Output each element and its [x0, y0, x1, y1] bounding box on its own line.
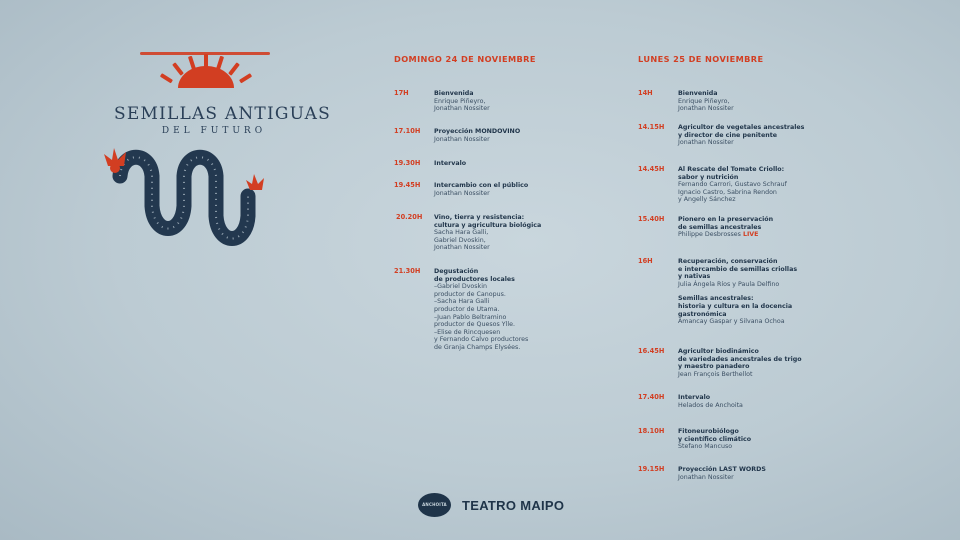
entry-speaker — [434, 105, 490, 113]
logo-title: SEMILLAS ANTIGUAS — [114, 104, 331, 124]
entry-time: 19.45H — [394, 181, 421, 189]
entry-title: Agricultor de vegetales ancestrales — [678, 124, 805, 131]
entry-time: 21.30H — [394, 267, 421, 275]
entry-speaker-text: Enrique Piñeyro, — [434, 97, 486, 105]
entry-block — [678, 348, 802, 378]
entry-title: Intervalo — [678, 394, 711, 401]
entry-speaker — [678, 231, 773, 239]
entry-block — [434, 90, 490, 113]
entry-speaker — [678, 281, 797, 289]
entry-speaker — [678, 443, 751, 451]
entry-speaker — [678, 402, 743, 410]
entry-speaker — [678, 318, 797, 326]
entry-speaker-text: –Elise de Rincquesen — [434, 328, 501, 336]
entry-speaker — [434, 136, 520, 144]
entry-block — [678, 394, 743, 409]
entry-speaker-text: Jean François Berthellot — [678, 370, 753, 378]
event-logo — [100, 48, 331, 258]
entry-time: 17.40H — [638, 393, 665, 401]
entry-title: Recuperación, conservación — [678, 258, 778, 265]
entry-speaker — [434, 244, 541, 252]
entry-title: de semillas ancestrales — [678, 223, 762, 231]
entry-speaker — [434, 190, 528, 198]
entry-title: y científico climático — [678, 435, 752, 443]
entry-speaker-text: productor de Quesos Ylle. — [434, 321, 515, 329]
entry-time: 14.45H — [638, 165, 665, 173]
entry-speaker — [678, 139, 804, 147]
entry-speaker — [678, 371, 802, 379]
entry-speaker — [678, 196, 787, 204]
entry-speaker-text: Jonathan Nossiter — [678, 105, 734, 113]
entry-speaker — [434, 344, 528, 352]
entry-block — [678, 124, 804, 147]
entry-time: 16H — [638, 257, 653, 265]
entry-speaker — [434, 98, 490, 106]
entry-time: 14H — [638, 89, 653, 97]
entry-speaker-text: Jonathan Nossiter — [434, 189, 490, 197]
entry-speaker — [434, 306, 528, 314]
entry-speaker-text: Sacha Hara Galli, — [434, 229, 489, 237]
entry-speaker-text: Stefano Mancuso — [678, 443, 733, 451]
entry-speaker-text: Helados de Anchoita — [678, 401, 743, 409]
sun-icon — [100, 48, 310, 108]
entry-speaker-text: de Granja Champs Elysées. — [434, 343, 521, 351]
entry-speaker-text: –Juan Pablo Beltramino — [434, 313, 507, 321]
entry-title: Pionero en la preservación — [678, 216, 774, 223]
entry-title: Vino, tierra y resistencia: — [434, 214, 525, 221]
entry-title: Semillas ancestrales: — [678, 295, 754, 303]
entry-speaker — [434, 336, 528, 344]
entry-speaker-text: Jonathan Nossiter — [678, 473, 734, 481]
entry-title: y maestro panadero — [678, 363, 750, 371]
entry-speaker — [434, 283, 528, 291]
entry-title: Agricultor biodinámico — [678, 348, 759, 355]
entry-block — [434, 182, 528, 197]
entry-speaker-text: y Fernando Calvo productores — [434, 336, 529, 344]
schedule-day-monday — [638, 54, 818, 481]
entry-title: Proyección LAST WORDS — [678, 466, 766, 473]
entry-time: 17H — [394, 89, 409, 97]
entry-time: 17.10H — [394, 127, 421, 135]
entry-speaker-text: Amancay Gaspar y Silvana Ochoa — [678, 318, 785, 326]
day-heading: DOMINGO 24 DE NOVIEMBRE — [394, 54, 536, 64]
entry-speaker-text: productor de Utama. — [434, 305, 500, 313]
entry-speaker-text: –Sacha Hara Galli — [434, 298, 490, 306]
live-badge: LIVE — [742, 231, 759, 239]
logo-subtitle: DEL FUTURO — [161, 126, 267, 136]
entry-speaker — [434, 237, 541, 245]
entry-title: Intervalo — [434, 160, 467, 167]
entry-time: 19.30H — [394, 159, 421, 167]
entry-block — [434, 268, 528, 352]
entry-time: 18.10H — [638, 427, 665, 435]
entry-speaker — [678, 105, 734, 113]
entry-speaker — [678, 181, 787, 189]
entry-speaker-text: Jonathan Nossiter — [434, 244, 490, 252]
entry-time: 16.45H — [638, 347, 665, 355]
entry-title: Bienvenida — [678, 90, 718, 97]
entry-block — [434, 214, 541, 252]
entry-speaker — [434, 314, 528, 322]
entry-title: Degustación — [434, 268, 479, 275]
schedule-day-sunday — [394, 54, 604, 351]
day-heading: LUNES 25 DE NOVIEMBRE — [638, 54, 764, 64]
entry-block — [678, 166, 787, 204]
entry-speaker-text: productor de Canopus. — [434, 290, 506, 298]
entry-speaker — [678, 474, 766, 482]
entry-speaker-text: Gabriel Dvoskin, — [434, 236, 486, 244]
entry-speaker-text: Ignacio Castro, Sabrina Rendon — [678, 188, 777, 196]
entry-block — [434, 128, 520, 143]
entry-title: historia y cultura en la docencia — [678, 302, 793, 310]
entry-time: 15.40H — [638, 215, 665, 223]
entry-speaker — [434, 298, 528, 306]
entry-title: y nativas — [678, 273, 711, 281]
entry-block — [678, 466, 766, 481]
entry-title: Intercambio con el público — [434, 182, 529, 189]
entry-speaker-text: Julia Ángela Ríos y Paula Delfino — [678, 280, 780, 288]
entry-title: gastronómica — [678, 310, 727, 318]
entry-block — [678, 258, 797, 288]
entry-time: 19.15H — [638, 465, 665, 473]
entry-speaker-text: Jonathan Nossiter — [678, 139, 734, 147]
entry-title: Al Rescate del Tomate Criollo: — [678, 166, 785, 173]
entry-speaker — [434, 229, 541, 237]
entry-speaker-text: Philippe Desbrosses — [678, 231, 741, 239]
entry-title: sabor y nutrición — [678, 173, 739, 181]
entry-title: e intercambio de semillas criollas — [678, 265, 798, 273]
anchoita-logo: ANCHOITA — [418, 493, 451, 517]
entry-speaker — [434, 329, 528, 337]
entry-title: y director de cine penitente — [678, 131, 777, 139]
entry-speaker-text: y Angelly Sánchez — [678, 196, 736, 204]
entry-speaker — [678, 98, 734, 106]
entry-speaker-text: Jonathan Nossiter — [434, 135, 490, 143]
entry-speaker-text: –Gabriel Dvoskin — [434, 283, 487, 291]
entry-time: 14.15H — [638, 123, 665, 131]
entry-title: Proyección MONDOVINO — [434, 128, 521, 135]
entry-title: cultura y agricultura biológica — [434, 221, 542, 229]
entry-speaker — [434, 291, 528, 299]
entry-title: de variedades ancestrales de trigo — [678, 355, 802, 363]
entry-block — [678, 90, 734, 113]
entry-title: de productores locales — [434, 275, 515, 283]
entry-speaker-text: Jonathan Nossiter — [434, 105, 490, 113]
entry-speaker-text: Enrique Piñeyro, — [678, 97, 730, 105]
entry-time: 20.20H — [396, 213, 423, 221]
entry-speaker-text: Fernando Carrori, Gustavo Schrauf — [678, 181, 787, 189]
entry-block — [678, 295, 797, 325]
serpent-illustration-icon — [100, 146, 310, 256]
entry-block — [434, 160, 466, 168]
entry-block — [678, 216, 773, 239]
venue-name: TEATRO MAIPO — [462, 498, 565, 513]
entry-speaker — [434, 321, 528, 329]
entry-title: Bienvenida — [434, 90, 474, 97]
entry-block — [678, 428, 751, 451]
entry-title: Fitoneurobiólogo — [678, 428, 739, 435]
